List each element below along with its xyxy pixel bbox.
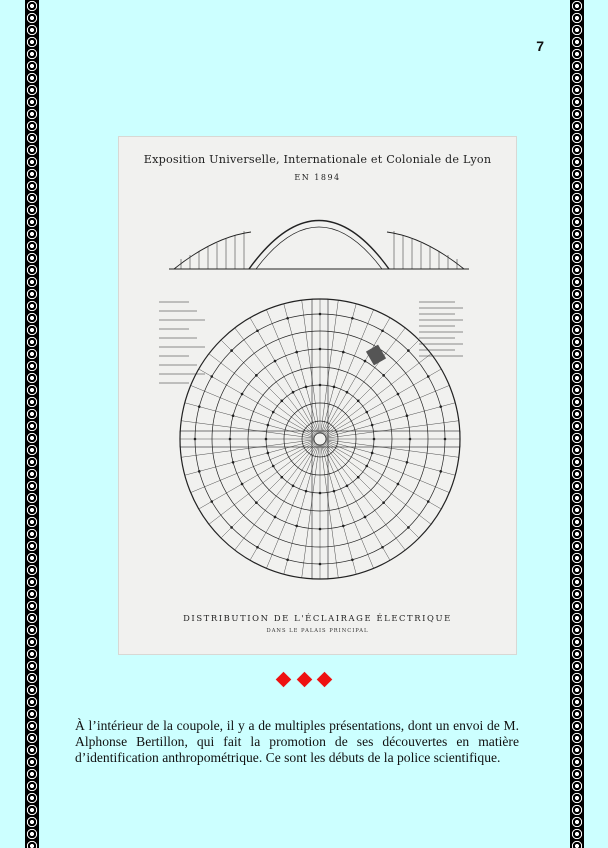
plan-spoke xyxy=(221,340,316,435)
light-point xyxy=(346,391,349,394)
plate-subcaption: DANS LE PALAIS PRINCIPAL xyxy=(266,628,369,634)
plate-year: EN 1894 xyxy=(294,173,341,182)
light-point xyxy=(255,501,258,504)
plan-spoke xyxy=(321,445,338,578)
section-ornament xyxy=(276,669,332,689)
light-point xyxy=(319,563,322,566)
plan-spoke xyxy=(325,354,431,436)
light-point xyxy=(444,438,447,441)
light-point xyxy=(342,525,345,528)
light-point xyxy=(371,452,374,455)
plan-spoke xyxy=(284,445,319,574)
dome-arch xyxy=(249,221,389,270)
light-point xyxy=(342,351,345,354)
light-point xyxy=(241,393,244,396)
light-point xyxy=(371,424,374,427)
plan-spoke xyxy=(284,304,319,433)
diamond-icon xyxy=(296,671,312,687)
plan-spoke xyxy=(324,443,419,538)
light-point xyxy=(274,360,277,363)
light-point xyxy=(365,411,368,414)
light-point xyxy=(397,483,400,486)
plan-spoke xyxy=(191,441,315,492)
plan-spoke xyxy=(322,304,357,433)
plan-spoke xyxy=(326,440,459,457)
light-point xyxy=(381,329,384,332)
light-point xyxy=(198,405,201,408)
light-point xyxy=(364,516,367,519)
light-point xyxy=(305,490,308,493)
plan-spoke xyxy=(181,421,314,438)
page-number: 7 xyxy=(536,38,544,54)
plan-spoke xyxy=(266,310,317,434)
light-point xyxy=(407,526,410,529)
light-point xyxy=(439,405,442,408)
light-point xyxy=(406,414,409,417)
plan-spoke xyxy=(326,403,455,438)
light-point xyxy=(409,438,412,441)
light-point xyxy=(346,484,349,487)
plan-spoke xyxy=(209,354,315,436)
plan-spoke xyxy=(199,442,315,509)
plan-spoke xyxy=(250,444,317,560)
plan-spoke xyxy=(326,441,455,476)
light-point xyxy=(351,558,354,561)
light-point xyxy=(382,501,385,504)
light-point xyxy=(292,484,295,487)
light-point xyxy=(256,546,259,549)
plan-spoke xyxy=(235,444,317,550)
plan-spoke xyxy=(235,328,317,434)
plate-title: Exposition Universelle, Internationale et Coloniale de Lyon xyxy=(143,153,492,166)
left-wing-roof xyxy=(174,232,251,269)
light-point xyxy=(427,375,430,378)
light-point xyxy=(364,360,367,363)
right-wing-roof xyxy=(387,232,464,269)
light-point xyxy=(319,384,322,387)
light-point xyxy=(333,490,336,493)
light-point xyxy=(305,386,308,389)
light-point xyxy=(319,348,322,351)
plan-spoke xyxy=(323,318,390,434)
lighting-plan-drawing xyxy=(119,137,516,654)
plan-spoke xyxy=(199,369,315,436)
light-point xyxy=(319,528,322,531)
diamond-icon xyxy=(317,671,333,687)
light-point xyxy=(319,313,322,316)
light-point xyxy=(281,400,284,403)
plan-spoke xyxy=(302,445,319,578)
hatched-section-block xyxy=(366,345,386,366)
light-point xyxy=(256,329,259,332)
plan-spoke xyxy=(325,443,431,525)
plan-spoke xyxy=(324,444,406,550)
light-point xyxy=(272,411,275,414)
plan-spoke xyxy=(302,300,319,433)
body-paragraph: À l’intérieur de la coupole, il y a de multiples présentations, dont un envoi de M. Alphonse Bertillon, qui fait la promotion de ses découvertes en matière d’identification anthropométrique. Ce sont les débuts de la police scientifique. xyxy=(75,718,519,765)
plan-spoke xyxy=(250,318,317,434)
light-point xyxy=(232,414,235,417)
light-point xyxy=(267,452,270,455)
light-point xyxy=(319,492,322,495)
right-ornamental-border xyxy=(570,0,584,848)
plan-spoke xyxy=(322,310,373,434)
light-point xyxy=(232,461,235,464)
diamond-icon xyxy=(276,671,292,687)
light-point xyxy=(286,317,289,320)
light-point xyxy=(382,374,385,377)
light-point xyxy=(229,438,232,441)
light-point xyxy=(286,558,289,561)
light-point xyxy=(373,438,376,441)
plan-spoke xyxy=(325,442,441,509)
plan-spoke xyxy=(322,445,373,569)
dome-inner-arch xyxy=(256,227,382,269)
light-point xyxy=(357,400,360,403)
plan-spoke xyxy=(326,441,450,492)
light-point xyxy=(407,349,410,352)
light-point xyxy=(397,393,400,396)
light-point xyxy=(210,500,213,503)
light-point xyxy=(292,391,295,394)
light-point xyxy=(427,500,430,503)
plan-ring xyxy=(314,433,326,445)
light-point xyxy=(274,516,277,519)
plan-spoke xyxy=(185,441,314,476)
light-point xyxy=(241,483,244,486)
plan-spoke xyxy=(323,444,390,560)
light-point xyxy=(267,424,270,427)
light-point xyxy=(198,470,201,473)
left-ornamental-border xyxy=(25,0,39,848)
plan-spoke xyxy=(181,440,314,457)
light-point xyxy=(365,465,368,468)
plan-spoke xyxy=(221,443,316,538)
light-point xyxy=(381,546,384,549)
light-point xyxy=(295,525,298,528)
light-point xyxy=(295,351,298,354)
plate-caption: DISTRIBUTION DE L'ÉCLAIRAGE ÉLECTRIQUE xyxy=(183,613,452,623)
light-point xyxy=(210,375,213,378)
light-point xyxy=(265,438,268,441)
plan-spoke xyxy=(321,300,338,433)
plan-spoke xyxy=(326,385,450,436)
light-point xyxy=(230,526,233,529)
plan-spoke xyxy=(209,443,315,525)
light-point xyxy=(333,386,336,389)
light-point xyxy=(230,349,233,352)
light-point xyxy=(281,476,284,479)
plan-spoke xyxy=(324,328,406,434)
light-point xyxy=(406,461,409,464)
light-point xyxy=(357,476,360,479)
plan-spoke xyxy=(325,369,441,436)
light-point xyxy=(351,317,354,320)
light-point xyxy=(272,465,275,468)
plan-spoke xyxy=(191,385,315,436)
plan-spoke xyxy=(326,421,459,438)
historical-plate-image xyxy=(119,137,516,654)
plan-spoke xyxy=(266,445,317,569)
plan-spoke xyxy=(185,403,314,438)
light-point xyxy=(194,438,197,441)
light-point xyxy=(255,374,258,377)
plan-spoke xyxy=(322,445,357,574)
light-point xyxy=(439,470,442,473)
